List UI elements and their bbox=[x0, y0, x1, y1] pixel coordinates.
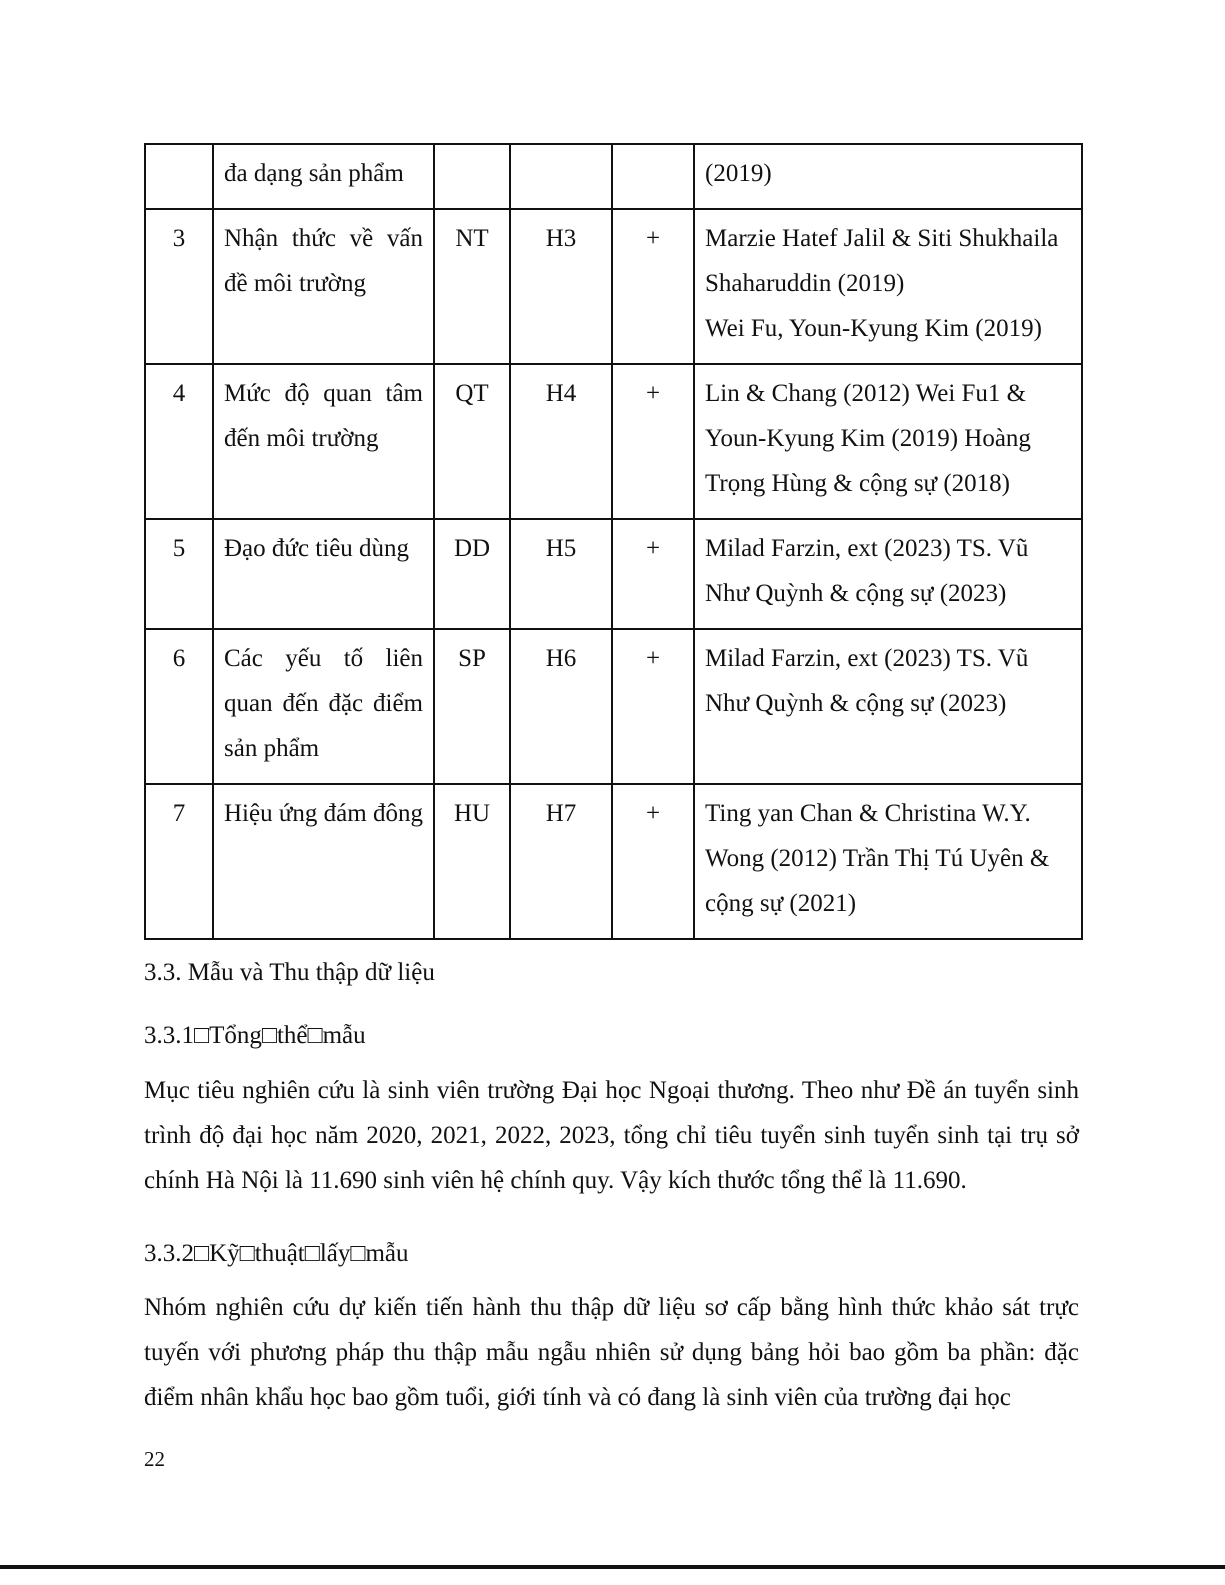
hypothesis-label: H4 bbox=[510, 364, 612, 519]
page-bottom-edge bbox=[0, 1565, 1225, 1569]
row-number: 3 bbox=[145, 209, 213, 364]
expected-sign: + bbox=[612, 784, 694, 939]
factor-name: Hiệu ứng đám đông bbox=[213, 784, 434, 939]
hypothesis-label: H7 bbox=[510, 784, 612, 939]
factor-name: Các yếu tố liên quan đến đặc điểm sản phẩm bbox=[213, 629, 434, 784]
source-reference: Wei Fu, Youn-Kyung Kim (2019) bbox=[705, 315, 1042, 342]
row-number bbox=[145, 144, 213, 209]
source-reference: Ting yan Chan & Christina W.Y. Wong (2012) Trần Thị Tú Uyên & cộng sự (2021) bbox=[705, 800, 1050, 917]
sources-cell bbox=[694, 784, 1082, 939]
sources-cell bbox=[694, 364, 1082, 519]
table-row bbox=[145, 784, 1082, 939]
expected-sign: + bbox=[612, 209, 694, 364]
factor-name: đa dạng sản phẩm bbox=[213, 144, 434, 209]
hypothesis-label: H5 bbox=[510, 519, 612, 629]
section-3-3-heading: 3.3. Mẫu và Thu thập dữ liệu bbox=[144, 959, 435, 986]
row-number: 7 bbox=[145, 784, 213, 939]
section-3-3-2-paragraph: Nhóm nghiên cứu dự kiến tiến hành thu thập dữ liệu sơ cấp bằng hình thức khảo sát trực tuyến với phương pháp thu thập mẫu ngẫu nhiên sử dụng bảng hỏi bao gồm ba phần: đặc điểm nhân khẩu học bao gồm tuổi, giới tính và có đang là sinh viên của trường đại học bbox=[144, 1294, 1079, 1411]
factor-name: Mức độ quan tâm đến môi trường bbox=[213, 364, 434, 519]
expected-sign: + bbox=[612, 519, 694, 629]
section-3-3-1-paragraph: Mục tiêu nghiên cứu là sinh viên trường Đại học Ngoại thương. Theo như Đề án tuyển sinh trình độ đại học năm 2020, 2021, 2022, 2023, tổng chỉ tiêu tuyển sinh tuyển sinh tại trụ sở chính Hà Nội là 11.690 sinh viên hệ chính quy. Vậy kích thước tổng thể là 11.690. bbox=[144, 1077, 1079, 1194]
factor-name: Nhận thức về vấn đề môi trường bbox=[213, 209, 434, 364]
source-reference: Lin & Chang (2012) Wei Fu1 & Youn-Kyung Kim (2019) Hoàng Trọng Hùng & cộng sự (2018) bbox=[705, 380, 1031, 497]
row-number: 4 bbox=[145, 364, 213, 519]
hypothesis-label: H6 bbox=[510, 629, 612, 784]
factor-code bbox=[434, 144, 510, 209]
source-reference: Marzie Hatef Jalil & Siti Shukhaila Shaharuddin (2019) bbox=[705, 225, 1059, 297]
expected-sign: + bbox=[612, 629, 694, 784]
sources-cell bbox=[694, 629, 1082, 784]
factor-name: Đạo đức tiêu dùng bbox=[213, 519, 434, 629]
source-reference: (2019) bbox=[705, 160, 772, 187]
source-reference: Milad Farzin, ext (2023) TS. Vũ Như Quỳnh & cộng sự (2023) bbox=[705, 535, 1029, 607]
hypothesis-label: H3 bbox=[510, 209, 612, 364]
factors-table bbox=[144, 143, 1083, 940]
row-number: 5 bbox=[145, 519, 213, 629]
table-row bbox=[145, 144, 1082, 209]
page-number: 22 bbox=[144, 1447, 165, 1471]
table-row bbox=[145, 364, 1082, 519]
factor-code: NT bbox=[434, 209, 510, 364]
expected-sign bbox=[612, 144, 694, 209]
source-reference: Milad Farzin, ext (2023) TS. Vũ Như Quỳnh & cộng sự (2023) bbox=[705, 645, 1029, 717]
factor-code: HU bbox=[434, 784, 510, 939]
sources-cell bbox=[694, 209, 1082, 364]
factor-code: QT bbox=[434, 364, 510, 519]
table-row bbox=[145, 209, 1082, 364]
hypothesis-label bbox=[510, 144, 612, 209]
row-number: 6 bbox=[145, 629, 213, 784]
factor-code: SP bbox=[434, 629, 510, 784]
section-3-3-1-heading: 3.3.1□Tổng□thể□mẫu bbox=[144, 1022, 366, 1049]
sources-cell bbox=[694, 144, 1082, 209]
section-3-3-2-heading: 3.3.2□Kỹ□thuật□lấy□mẫu bbox=[144, 1240, 409, 1267]
expected-sign: + bbox=[612, 364, 694, 519]
factor-code: DD bbox=[434, 519, 510, 629]
table-row bbox=[145, 629, 1082, 784]
sources-cell bbox=[694, 519, 1082, 629]
table-row bbox=[145, 519, 1082, 629]
